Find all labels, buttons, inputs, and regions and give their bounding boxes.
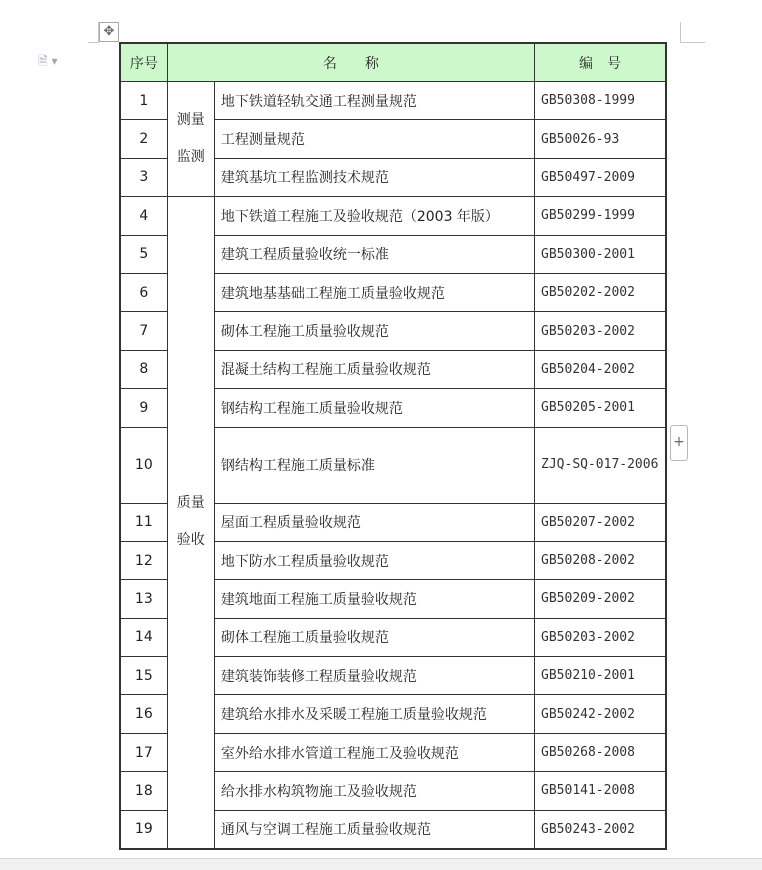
standard-code: GB50497-2009 <box>535 158 666 196</box>
standard-code: GB50207-2002 <box>535 503 666 541</box>
table-header-row <box>120 43 666 82</box>
header-code: 编 号 <box>535 43 666 82</box>
standard-code: GB50243-2002 <box>535 810 666 848</box>
table-row <box>120 82 666 120</box>
standard-name: 室外给水排水管道工程施工及验收规范 <box>214 733 534 771</box>
standard-name: 建筑基坑工程监测技术规范 <box>214 158 534 196</box>
standard-code: GB50141-2008 <box>535 772 666 810</box>
row-number: 3 <box>120 158 167 196</box>
row-number: 8 <box>120 350 167 388</box>
add-row-icon[interactable]: + <box>670 425 688 461</box>
row-number: 13 <box>120 580 167 618</box>
standard-name: 通风与空调工程施工质量验收规范 <box>214 810 534 848</box>
row-number: 10 <box>120 427 167 503</box>
standard-name: 建筑装饰装修工程质量验收规范 <box>214 657 534 695</box>
standard-name: 钢结构工程施工质量标准 <box>214 427 534 503</box>
standard-name: 砌体工程施工质量验收规范 <box>214 618 534 656</box>
header-no: 序号 <box>120 43 167 82</box>
row-number: 6 <box>120 273 167 311</box>
table-row <box>120 197 666 235</box>
row-number: 18 <box>120 772 167 810</box>
standard-name: 钢结构工程施工质量验收规范 <box>214 389 534 427</box>
row-number: 5 <box>120 235 167 273</box>
row-number: 14 <box>120 618 167 656</box>
standard-code: GB50210-2001 <box>535 657 666 695</box>
document-icon[interactable]: 🗎 ▾ <box>38 54 58 68</box>
standard-code: GB50203-2002 <box>535 312 666 350</box>
row-number: 12 <box>120 541 167 579</box>
row-number: 9 <box>120 389 167 427</box>
standard-name: 地下铁道工程施工及验收规范（2003 年版） <box>214 197 534 235</box>
standard-code: GB50203-2002 <box>535 618 666 656</box>
row-number: 2 <box>120 120 167 158</box>
standard-name: 给水排水构筑物施工及验收规范 <box>214 772 534 810</box>
standard-code: GB50202-2002 <box>535 273 666 311</box>
standard-name: 工程测量规范 <box>214 120 534 158</box>
row-number: 11 <box>120 503 167 541</box>
standard-code: GB50209-2002 <box>535 580 666 618</box>
page-corner-mark-left <box>88 22 99 43</box>
standard-name: 建筑地基基础工程施工质量验收规范 <box>214 273 534 311</box>
standard-code: GB50026-93 <box>535 120 666 158</box>
table-body <box>120 82 666 849</box>
standard-name: 混凝土结构工程施工质量验收规范 <box>214 350 534 388</box>
header-name: 名 称 <box>167 43 534 82</box>
standard-name: 建筑工程质量验收统一标准 <box>214 235 534 273</box>
standard-name: 建筑地面工程施工质量验收规范 <box>214 580 534 618</box>
standard-code: GB50204-2002 <box>535 350 666 388</box>
row-number: 19 <box>120 810 167 848</box>
row-number: 4 <box>120 197 167 235</box>
category-cell: 测量 监测 <box>167 82 214 197</box>
page-corner-mark-right <box>680 22 705 43</box>
standard-name: 砌体工程施工质量验收规范 <box>214 312 534 350</box>
standard-name: 地下铁道轻轨交通工程测量规范 <box>214 82 534 120</box>
standard-code: GB50242-2002 <box>535 695 666 733</box>
row-number: 16 <box>120 695 167 733</box>
row-number: 17 <box>120 733 167 771</box>
row-number: 15 <box>120 657 167 695</box>
standard-code: GB50208-2002 <box>535 541 666 579</box>
standard-name: 屋面工程质量验收规范 <box>214 503 534 541</box>
standard-code: GB50299-1999 <box>535 197 666 235</box>
standard-code: GB50205-2001 <box>535 389 666 427</box>
standard-name: 地下防水工程质量验收规范 <box>214 541 534 579</box>
standard-code: GB50268-2008 <box>535 733 666 771</box>
standard-code: GB50300-2001 <box>535 235 666 273</box>
table-move-handle-icon[interactable]: ✥ <box>99 22 119 42</box>
row-number: 1 <box>120 82 167 120</box>
category-cell: 质量 验收 <box>167 197 214 849</box>
row-number: 7 <box>120 312 167 350</box>
standards-table <box>119 42 667 850</box>
standard-code: ZJQ-SQ-017-2006 <box>535 427 666 503</box>
standard-code: GB50308-1999 <box>535 82 666 120</box>
status-bar <box>0 858 762 870</box>
standard-name: 建筑给水排水及采暖工程施工质量验收规范 <box>214 695 534 733</box>
